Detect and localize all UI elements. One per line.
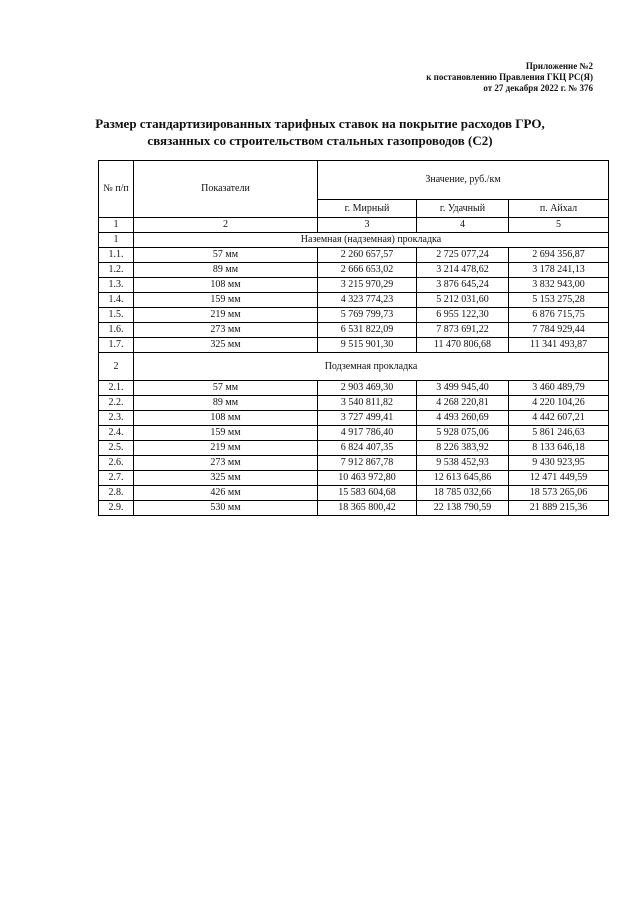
row-number: 2.7. xyxy=(99,471,134,486)
table-row xyxy=(99,396,609,411)
row-value-aikhal: 18 573 265,06 xyxy=(509,486,609,501)
section-row xyxy=(99,353,609,381)
row-value-mirny: 9 515 901,30 xyxy=(318,338,417,353)
row-diameter: 159 мм xyxy=(134,426,318,441)
row-diameter: 89 мм xyxy=(134,263,318,278)
row-value-mirny: 3 215 970,29 xyxy=(318,278,417,293)
row-diameter: 108 мм xyxy=(134,278,318,293)
row-value-aikhal: 3 178 241,13 xyxy=(509,263,609,278)
row-value-udachny: 7 873 691,22 xyxy=(417,323,509,338)
row-value-mirny: 3 540 811,82 xyxy=(318,396,417,411)
row-value-aikhal: 3 460 489,79 xyxy=(509,381,609,396)
row-value-mirny: 18 365 800,42 xyxy=(318,501,417,516)
row-value-udachny: 4 493 260,69 xyxy=(417,411,509,426)
row-value-udachny: 18 785 032,66 xyxy=(417,486,509,501)
row-value-mirny: 2 666 653,02 xyxy=(318,263,417,278)
section-title: Наземная (надземная) прокладка xyxy=(134,233,609,248)
row-diameter: 57 мм xyxy=(134,381,318,396)
table-row xyxy=(99,263,609,278)
resolution-ref: к постановлению Правления ГКЦ РС(Я) xyxy=(426,72,593,82)
col-number-5: 5 xyxy=(509,218,609,233)
row-diameter: 325 мм xyxy=(134,471,318,486)
row-diameter: 219 мм xyxy=(134,441,318,456)
table-row xyxy=(99,338,609,353)
header-indicator: Показатели xyxy=(134,161,318,218)
table-row xyxy=(99,501,609,516)
table-row xyxy=(99,411,609,426)
table-row xyxy=(99,278,609,293)
row-value-mirny: 2 260 657,57 xyxy=(318,248,417,263)
row-diameter: 273 мм xyxy=(134,323,318,338)
row-number: 1.6. xyxy=(99,323,134,338)
header-city-udachny: г. Удачный xyxy=(417,200,509,218)
row-number: 1.5. xyxy=(99,308,134,323)
row-number: 2.3. xyxy=(99,411,134,426)
row-diameter: 57 мм xyxy=(134,248,318,263)
document-header xyxy=(426,61,593,94)
row-value-aikhal: 6 876 715,75 xyxy=(509,308,609,323)
row-value-aikhal: 11 341 493,87 xyxy=(509,338,609,353)
col-number-4: 4 xyxy=(417,218,509,233)
section-row xyxy=(99,233,609,248)
row-value-mirny: 3 727 499,41 xyxy=(318,411,417,426)
row-diameter: 159 мм xyxy=(134,293,318,308)
table-row xyxy=(99,456,609,471)
row-value-aikhal: 4 442 607,21 xyxy=(509,411,609,426)
row-value-mirny: 6 824 407,35 xyxy=(318,441,417,456)
row-value-udachny: 3 214 478,62 xyxy=(417,263,509,278)
row-value-mirny: 10 463 972,80 xyxy=(318,471,417,486)
row-diameter: 219 мм xyxy=(134,308,318,323)
row-value-mirny: 4 917 786,40 xyxy=(318,426,417,441)
row-number: 2.2. xyxy=(99,396,134,411)
table-row xyxy=(99,441,609,456)
row-value-aikhal: 2 694 356,87 xyxy=(509,248,609,263)
col-number-1: 1 xyxy=(99,218,134,233)
header-city-mirny: г. Мирный xyxy=(318,200,417,218)
row-value-udachny: 12 613 645,86 xyxy=(417,471,509,486)
row-value-mirny: 4 323 774,23 xyxy=(318,293,417,308)
table-row xyxy=(99,308,609,323)
row-value-aikhal: 21 889 215,36 xyxy=(509,501,609,516)
section-title: Подземная прокладка xyxy=(134,353,609,381)
row-value-aikhal: 7 784 929,44 xyxy=(509,323,609,338)
row-number: 1.4. xyxy=(99,293,134,308)
row-diameter: 273 мм xyxy=(134,456,318,471)
row-diameter: 325 мм xyxy=(134,338,318,353)
row-number: 2.9. xyxy=(99,501,134,516)
table-row xyxy=(99,426,609,441)
row-diameter: 530 мм xyxy=(134,501,318,516)
resolution-date: от 27 декабря 2022 г. № 376 xyxy=(483,83,593,93)
table-row xyxy=(99,293,609,308)
row-number: 2.1. xyxy=(99,381,134,396)
section-number: 2 xyxy=(99,353,134,381)
row-number: 1.3. xyxy=(99,278,134,293)
row-value-aikhal: 4 220 104,26 xyxy=(509,396,609,411)
col-number-2: 2 xyxy=(134,218,318,233)
row-value-udachny: 9 538 452,93 xyxy=(417,456,509,471)
row-value-udachny: 8 226 383,92 xyxy=(417,441,509,456)
row-number: 2.6. xyxy=(99,456,134,471)
row-number: 1.2. xyxy=(99,263,134,278)
row-value-udachny: 5 928 075,06 xyxy=(417,426,509,441)
row-value-aikhal: 5 861 246,63 xyxy=(509,426,609,441)
row-number: 1.1. xyxy=(99,248,134,263)
row-diameter: 426 мм xyxy=(134,486,318,501)
row-diameter: 108 мм xyxy=(134,411,318,426)
tariff-table xyxy=(98,160,609,516)
row-value-udachny: 3 499 945,40 xyxy=(417,381,509,396)
title-line-1: Размер стандартизированных тарифных ставок на покрытие расходов ГРО, xyxy=(95,116,545,131)
col-number-3: 3 xyxy=(318,218,417,233)
row-value-mirny: 2 903 469,30 xyxy=(318,381,417,396)
row-value-mirny: 15 583 604,68 xyxy=(318,486,417,501)
row-value-udachny: 6 955 122,30 xyxy=(417,308,509,323)
row-value-aikhal: 9 430 923,95 xyxy=(509,456,609,471)
table-row xyxy=(99,486,609,501)
appendix-label: Приложение №2 xyxy=(525,61,593,71)
row-value-udachny: 11 470 806,68 xyxy=(417,338,509,353)
document-title xyxy=(60,115,580,149)
row-value-udachny: 4 268 220,81 xyxy=(417,396,509,411)
row-value-mirny: 6 531 822,09 xyxy=(318,323,417,338)
row-number: 2.5. xyxy=(99,441,134,456)
row-value-mirny: 7 912 867,78 xyxy=(318,456,417,471)
header-city-aikhal: п. Айхал xyxy=(509,200,609,218)
row-number: 2.8. xyxy=(99,486,134,501)
row-value-udachny: 3 876 645,24 xyxy=(417,278,509,293)
table-row xyxy=(99,323,609,338)
row-value-udachny: 2 725 077,24 xyxy=(417,248,509,263)
row-value-udachny: 22 138 790,59 xyxy=(417,501,509,516)
row-value-udachny: 5 212 031,60 xyxy=(417,293,509,308)
row-value-aikhal: 3 832 943,00 xyxy=(509,278,609,293)
row-diameter: 89 мм xyxy=(134,396,318,411)
header-number: № п/п xyxy=(99,161,134,218)
row-number: 1.7. xyxy=(99,338,134,353)
row-value-aikhal: 5 153 275,28 xyxy=(509,293,609,308)
table-row xyxy=(99,471,609,486)
row-number: 2.4. xyxy=(99,426,134,441)
row-value-mirny: 5 769 799,73 xyxy=(318,308,417,323)
title-line-2: связанных со строительством стальных газопроводов (С2) xyxy=(147,133,493,148)
row-value-aikhal: 12 471 449,59 xyxy=(509,471,609,486)
row-value-aikhal: 8 133 646,18 xyxy=(509,441,609,456)
table-row xyxy=(99,248,609,263)
table-row xyxy=(99,381,609,396)
header-value: Значение, руб./км xyxy=(318,161,609,200)
section-number: 1 xyxy=(99,233,134,248)
